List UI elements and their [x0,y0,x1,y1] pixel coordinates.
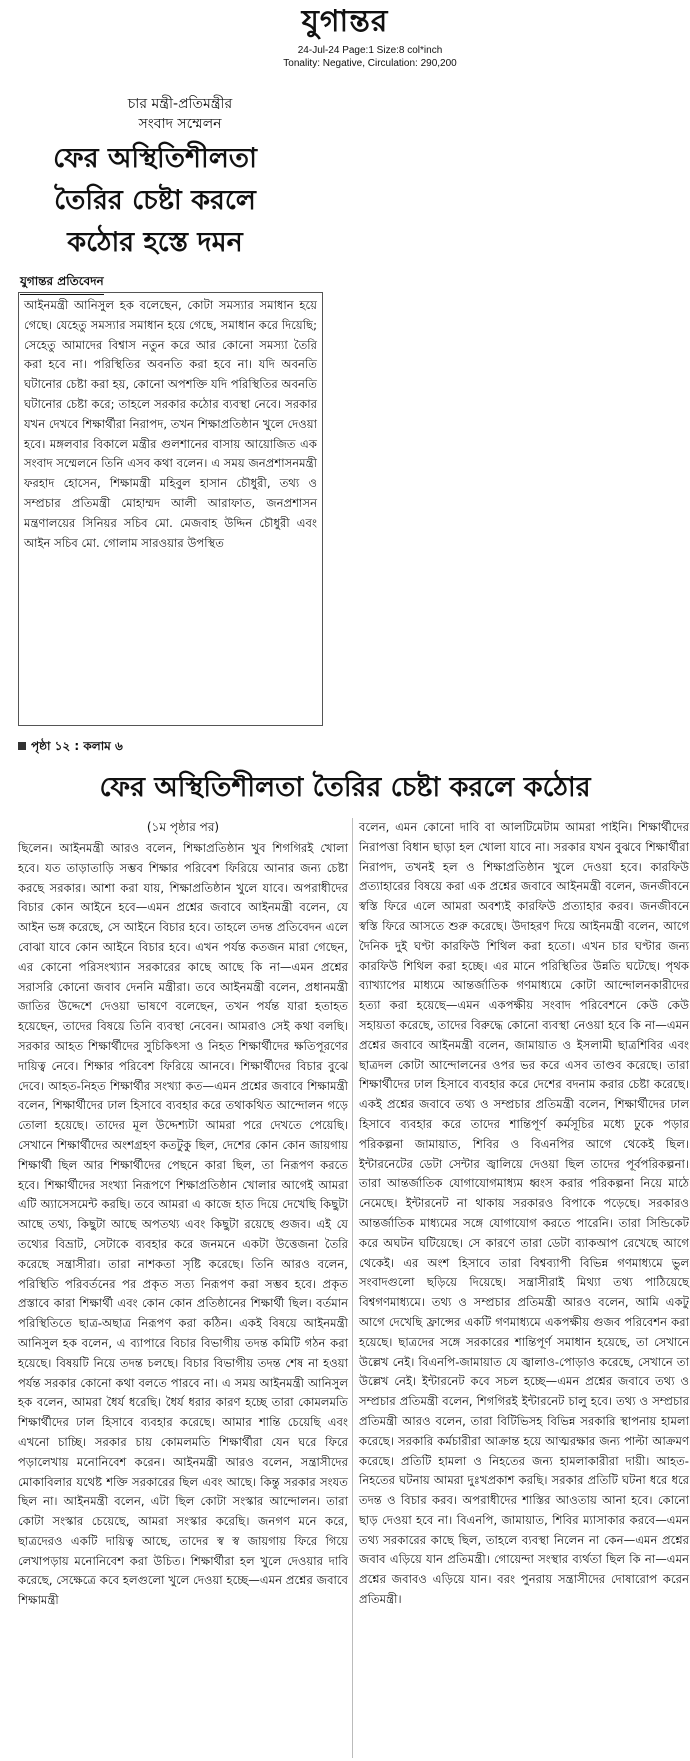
continuation-headline: ফের অস্থিতিশীলতা তৈরির চেষ্টা করলে কঠোর [99,772,591,803]
continued-from-label: (১ম পৃষ্ঠার পর) [146,820,220,834]
jump-reference [18,738,123,758]
bullet-square-icon [18,742,26,750]
lead-story-box [18,292,323,726]
kicker-line-1: চার মন্ত্রী-প্রতিমন্ত্রীর [127,96,233,112]
byline: যুগান্তর প্রতিবেদন [20,273,104,295]
column-divider [352,818,353,1758]
jump-label: পৃষ্ঠা ১২ : কলাম ৬ [31,739,123,753]
lead-story-text: আইনমন্ত্রী আনিসুল হক বলেছেন, কোটা সমস্যার সমাধান হয়ে গেছে। যেহেতু সমস্যার সমাধান হয়ে গেছে, সমাধান করে দিয়েছি; সেহেতু আমাদের বিশ্বাস নতুন করে আর কোনো সমস্যা তৈরি করা হবে না। পরিস্থিতির অবনতি করা হবে না। যদি অবনতি ঘটানোর চেষ্টা করা হয়, কোনো অপশক্তি যদি পরিস্থিতির অবনতি ঘটানোর চেষ্টা করে; তাহলে সরকার কঠোর ব্যবস্থা নেবে। সরকার যখন দেখবে শিক্ষার্থীরা নিরাপদ, তখন শিক্ষাপ্রতিষ্ঠান খুলে দেওয়া হবে। মঙ্গলবার বিকালে মন্ত্রীর গুলশানের বাসায় আয়োজিত এক সংবাদ সম্মেলনে তিনি এসব কথা বলেন। এ সময় জনপ্রশাসনমন্ত্রী ফরহাদ হোসেন, শিক্ষামন্ত্রী মহিবুল হাসান চৌধুরী, তথ্য ও সম্প্রচার প্রতিমন্ত্রী মোহাম্মদ আলী আরাফাত, জনপ্রশাসন মন্ত্রণালয়ের সিনিয়র সচিব মো. মেজবাহ উদ্দিন চৌধুরী এবং আইন সচিব মো. গোলাম সারওয়ার উপস্থিত [24,298,317,550]
clipping-meta-line2: Tonality: Negative, Circulation: 290,200 [283,58,457,69]
continuation-left-column [18,818,348,1611]
right-column-text: বলেন, এমন কোনো দাবি বা আলটিমেটাম আমরা পাইনি। শিক্ষার্থীদের নিরাপত্তা বিধান ছাড়া হল খোলা যাবে না। সরকার যখন বুঝবে শিক্ষার্থীরা নিরাপদ, তখনই হল ও শিক্ষাপ্রতিষ্ঠান খুলে দেওয়া হবে। কারফিউ প্রত্যাহারের বিষয়ে করা এক প্রশ্নের জবাবে আইনমন্ত্রী বলেন, জনজীবনে স্বস্তি ফিরে এলে আমরা অবশ্যই কারফিউ প্রত্যাহার করব। জনজীবনে স্বস্তি ফিরে আসতে শুরু করেছে। উদাহরণ দিয়ে আইনমন্ত্রী বলেন, আগে দৈনিক দুই ঘণ্টা কারফিউ শিথিল করা হতো। এখন চার ঘণ্টার জন্য কারফিউ শিথিল করা হচ্ছে। এর মানে পরিস্থিতির উন্নতি ঘটেছে। পৃথক ব্যাখ্যাপের মাধ্যমে আন্তর্জাতিক গণমাধ্যমে কোটা আন্দোলনকারীদের হত্যা করা হয়েছে—এমন একপক্ষীয় সংবাদ পরিবেশনে কেউ কেউ সহায়তা করেছে, তাদের বিরুদ্ধে কোনো ব্যবস্থা নেওয়া হবে কি না—এমন প্রশ্নের জবাবে আইনমন্ত্রী বলেন, জামায়াত ও ইসলামী ছাত্রশিবির এবং ছাত্রদল কোটা আন্দোলনের ওপর ভর করে এসব তাণ্ডব করেছে। তারা শিক্ষার্থীদের ঢাল হিসাবে ব্যবহার করে দেশের বদনাম করার চেষ্টা করেছে। একই প্রশ্নের জবাবে তথ্য ও সম্প্রচার প্রতিমন্ত্রী বলেন, শিক্ষার্থীদের ঢাল হিসাবে ব্যবহার করে তাদের শান্তিপূর্ণ কর্মসূচির মধ্যে ঢুকে পড়ার পরিকল্পনা জামায়াত, শিবির ও বিএনপির আগে থেকেই ছিল। ইন্টারনেটের ডেটা সেন্টার জ্বালিয়ে দেওয়া ছিল তাদের পূর্বপরিকল্পনা। তারা আন্তর্জাতিক যোগাযোগমাধ্যম ধ্বংস করার পরিকল্পনা নিয়ে মাঠে নেমেছে। ইন্টারনেট না থাকায় সরকারও বিপাকে পড়েছে। সরকারও আন্তর্জাতিক মাধ্যমের সঙ্গে যোগাযোগ করতে পারেনি। তারা সিন্ডিকেট করে অঘটন ঘটিয়েছে। সে কারণে তারা ডেটা ব্যাকআপ রেখেছে আগে থেকেই। এর অংশ হিসাবে তারা বিশ্বব্যাপী বিভিন্ন গণমাধ্যমে ভুল সংবাদগুলো ছড়িয়ে দিয়েছে। সন্ত্রাসীরাই মিথ্যা তথ্য পাঠিয়েছে বিশ্বগণমাধ্যমে। তথ্য ও সম্প্রচার প্রতিমন্ত্রী আরও বলেন, আমি একটু আগে দেখেছি ফ্রান্সের একটি গণমাধ্যমে একপক্ষীয় গুজব পরিবেশন করা হয়েছে। ছাত্রদের সঙ্গে সরকারের শান্তিপূর্ণ সমাধান হয়েছে, তা সেখানে উল্লেখ নেই। বিএনপি-জামায়াত যে জ্বালাও-পোড়াও করেছে, সেখানে তা উল্লেখ নেই। ইন্টারনেট কবে সচল হচ্ছে—এমন প্রশ্নের জবাবে তথ্য ও সম্প্রচার প্রতিমন্ত্রী বলেন, শিগগিরই ইন্টারনেট চালু হবে। তথ্য ও সম্প্রচার প্রতিমন্ত্রী আরও বলেন, তারা বিটিভিসহ বিভিন্ন সরকারি স্থাপনায় হামলা করেছে। সরকারি কর্মচারীরা আক্রান্ত হয়ে আত্মরক্ষার জন্য পাল্টা আক্রমণ করেছে। প্রতিটি হামলা ও নিহতের জন্য হামলাকারীরা দায়ী। আহত-নিহতের ঘটনায় আমরা দুঃখপ্রকাশ করছি। সরকার প্রতিটি ঘটনা ধরে ধরে তদন্ত ও বিচার করব। অপরাধীদের শাস্তির আওতায় আনা হবে। কোনো ছাড় দেওয়া হবে না। বিএনপি, জামায়াত, শিবির ম্যাসাকার করবে—এমন তথ্য সরকারের কাছে ছিল, তাহলে ব্যবস্থা নিলেন না কেন—এমন প্রশ্নের জবাব এড়িয়ে যান প্রতিমন্ত্রী। গোয়েন্দা সংস্থার ব্যর্থতা ছিল কি না—এমন প্রশ্নের জবাবও এড়িয়ে যান। বরং পুনরায় সন্ত্রাসীদের দোষারোপ করেন প্রতিমন্ত্রী। [359,820,689,1607]
continuation-right-column [359,818,689,1610]
newspaper-masthead: যুগান্তর [301,4,389,39]
kicker-line-2: সংবাদ সম্মেলন [138,116,222,132]
headline-line-2: তৈরির চেষ্টা করলে [54,185,256,216]
clipping-meta-line1: 24-Jul-24 Page:1 Size:8 col*inch [297,45,443,56]
headline-line-1: ফের অস্থিতিশীলতা [53,143,257,174]
headline-line-3: কঠোর হস্তে দমন [67,227,243,258]
left-column-text: ছিলেন। আইনমন্ত্রী আরও বলেন, শিক্ষাপ্রতিষ্ঠান খুব শিগগিরই খোলা হবে। যত তাড়াতাড়ি সম্ভব শিক্ষার পরিবেশ ফিরিয়ে আনার জন্য চেষ্টা করছে সরকার। আশা করা যায়, শিক্ষাপ্রতিষ্ঠান খুলে যাবে। অপরাধীদের বিচার কোন আইনে হবে—এমন প্রশ্নের জবাবে আইনমন্ত্রী বলেন, যে আইন ভঙ্গ করেছে, সে আইনে বিচার হবে। তাহলে তদন্ত প্রতিবেদন এলে বোঝা যাবে কোন আইনে বিচার হবে। এখন পর্যন্ত কতজন মারা গেছেন, এর কোনো পরিসংখ্যান সরকারের কাছে আছে কি না—এমন প্রশ্নের সরাসরি কোনো জবাব দেননি মন্ত্রীরা। তবে আইনমন্ত্রী বলেন, প্রধানমন্ত্রী জাতির উদ্দেশে দেওয়া ভাষণে বলেছেন, তখন পর্যন্ত যারা হতাহত হয়েছেন, তাদের বিষয়ে তিনি ব্যবস্থা নেবেন। আমরাও সেই কথা বলছি। সরকার আহত শিক্ষার্থীদের সুচিকিৎসা ও নিহত শিক্ষার্থীদের ক্ষতিপূরণের দায়িত্ব নেবে। শিক্ষার পরিবেশ ফিরিয়ে আনবে। শিক্ষার্থীদের বিচার বুঝে দেবে। আহত-নিহত শিক্ষার্থীর সংখ্যা কত—এমন প্রশ্নের জবাবে শিক্ষামন্ত্রী বলেন, শিক্ষার্থীদের ঢাল হিসাবে ব্যবহার করে তথাকথিত আন্দোলন গড়ে তোলা হয়েছে। তাদের মূল উদ্দেশ্যটা আমরা পরে দেখতে পেয়েছি। সেখানে শিক্ষার্থীদের অংশগ্রহণ কতটুকু ছিল, দেশের কোন কোন জায়গায় শিক্ষার্থী ছিল আর শিক্ষার্থীদের পেছনে কারা ছিল, তা নিরূপণ করতে হবে। শিক্ষার্থীদের সংখ্যা নিরূপণে শিক্ষাপ্রতিষ্ঠান খোলার আগেই আমরা এটি অ্যাসেসমেন্ট করছি। তবে আমরা এ কাজে হাত দিয়ে দেখেছি কিছুটা আছে তথ্য, কিছুটা আছে অপতথ্য এবং কিছুটা রয়েছে গুজব। এই যে তথ্যের বিভ্রাট, সেটাকে ব্যবহার করে জনমনে একটা উত্তেজনা তৈরি করেছে সন্ত্রাসীরা। তারা নাশকতা সৃষ্টি করেছে। তিনি আরও বলেন, পরিস্থিতি পরিবর্তনের পর প্রকৃত সত্য নিরূপণ করা সম্ভব হবে। প্রকৃত প্রস্তাবে কারা শিক্ষার্থী এবং কোন কোন প্রতিষ্ঠানের শিক্ষার্থী ছিল। বর্তমান পরিস্থিতিতে ছাত্র-অছাত্র নিরূপণ করা কঠিন। একই বিষয়ে আইনমন্ত্রী আনিসুল হক বলেন, এ ব্যাপারে বিচার বিভাগীয় তদন্ত কমিটি গঠন করা হয়েছে। বিষয়টি নিয়ে তদন্ত চলছে। বিচার বিভাগীয় তদন্ত শেষ না হওয়া পর্যন্ত সরকার কোনো কথা বলতে পারবে না। এ সময় আইনমন্ত্রী আনিসুল হক বলেন, আমরা ধৈর্য ধরেছি। ধৈর্য ধরার কারণ হচ্ছে তারা কোমলমতি শিক্ষার্থীদের ঢাল হিসাবে ব্যবহার করেছে। আমার শান্তি চেয়েছি এবং এখনো চাচ্ছি। সরকার চায় কোমলমতি শিক্ষার্থীরা যেন ঘরে ফিরে পড়ালেখায় মনোনিবেশ করেন। আইনমন্ত্রী আরও বলেন, সন্ত্রাসীদের মোকাবিলার যথেষ্ট শক্তি সরকারের ছিল এবং আছে। কিন্তু সরকার সংযত ছিল না। আইনমন্ত্রী বলেন, এটা ছিল কোটা সংস্কার আন্দোলন। তারা কোটা সংস্কার চেয়েছে, আমরা সংস্কার করেছি। জনগণ মনে করে, ছাত্রদেরও একটি দায়িত্ব আছে, তাদের স্ব স্ব জায়গায় ফিরে গিয়ে লেখাপড়ায় মনোনিবেশ করা উচিত। শিক্ষার্থীরা হল খুলে দেওয়ার দাবি করেছে, সেক্ষেত্রে কবে হলগুলো খুলে দেওয়া হচ্ছে—এমন প্রশ্নের জবাবে শিক্ষামন্ত্রী [18,841,348,1608]
